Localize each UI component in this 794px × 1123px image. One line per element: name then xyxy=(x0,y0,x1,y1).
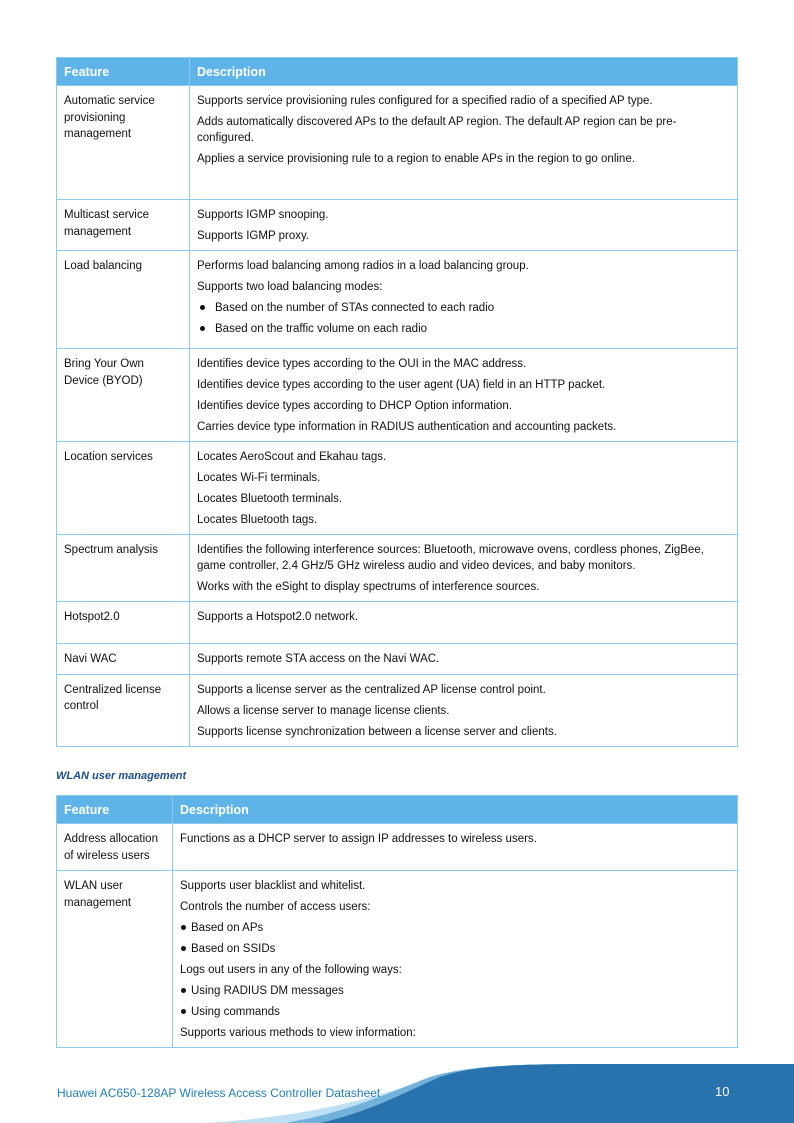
description-line: Supports a Hotspot2.0 network. xyxy=(197,611,359,623)
table-header-row xyxy=(57,58,738,86)
page-number: 10 xyxy=(715,1084,730,1099)
description-line: Identifies the following interference sources: Bluetooth, microwave ovens, cordless phones, ZigBee, game controller, 2.4 GHz/5 GHz wireless audio and video devices, and baby monitors. xyxy=(197,544,704,572)
description-line: Supports IGMP proxy. xyxy=(197,230,310,242)
table-row xyxy=(57,200,738,251)
feature-cell: Centralized license control xyxy=(57,674,190,746)
header-description: Description xyxy=(173,796,738,824)
description-line: Allows a license server to manage license clients. xyxy=(197,704,450,717)
header-feature: Feature xyxy=(57,58,190,86)
description-line: Logs out users in any of the following ways: xyxy=(180,964,402,976)
feature-cell: Hotspot2.0 xyxy=(57,602,190,644)
bullet-item: Using commands xyxy=(180,1004,730,1020)
table-row xyxy=(57,251,738,349)
table-row xyxy=(57,644,738,675)
table-row xyxy=(57,86,738,200)
feature-table-1 xyxy=(56,57,738,747)
description-line: Identifies device types according to DHCP Option information. xyxy=(197,400,512,412)
table-row xyxy=(57,871,738,1048)
bullet-item: Using RADIUS DM messages xyxy=(180,983,730,999)
footer-document-title: Huawei AC650-128AP Wireless Access Controller Datasheet xyxy=(57,1086,381,1100)
bullet-item: Based on SSIDs xyxy=(180,941,730,957)
description-cell xyxy=(190,86,738,200)
description-line: Supports various methods to view information: xyxy=(180,1027,416,1039)
bullet-item: Based on the traffic volume on each radio xyxy=(197,321,730,337)
description-line: Controls the number of access users: xyxy=(180,901,371,913)
table-row xyxy=(57,602,738,644)
section-title: WLAN user management xyxy=(56,770,187,782)
description-cell xyxy=(173,824,738,871)
description-line: Supports remote STA access on the Navi WAC. xyxy=(197,653,440,665)
feature-table-2 xyxy=(56,795,738,1048)
page-footer xyxy=(0,1062,794,1123)
header-description: Description xyxy=(190,58,738,86)
description-line: Works with the eSight to display spectrums of interference sources. xyxy=(197,581,540,593)
description-line: Supports user blacklist and whitelist. xyxy=(180,880,366,892)
description-cell xyxy=(190,602,738,644)
description-line: Applies a service provisioning rule to a region to enable APs in the region to go online. xyxy=(197,153,635,165)
description-line: Carries device type information in RADIUS authentication and accounting packets. xyxy=(197,421,617,433)
table-row xyxy=(57,442,738,535)
table-row xyxy=(57,349,738,442)
feature-cell: Bring Your Own Device (BYOD) xyxy=(57,349,190,442)
description-line: Performs load balancing among radios in a load balancing group. xyxy=(197,260,529,272)
description-line: Supports license synchronization between a license server and clients. xyxy=(197,725,557,738)
description-cell xyxy=(190,442,738,535)
feature-cell: Automatic service provisioning management xyxy=(57,86,190,200)
description-line: Identifies device types according to the user agent (UA) field in an HTTP packet. xyxy=(197,379,606,391)
feature-cell: Spectrum analysis xyxy=(57,535,190,602)
description-line: Adds automatically discovered APs to the default AP region. The default AP region can be pre-configured. xyxy=(197,116,677,144)
feature-cell: WLAN user management xyxy=(57,871,173,1048)
description-line: Identifies device types according to the OUI in the MAC address. xyxy=(197,358,527,370)
feature-cell: Location services xyxy=(57,442,190,535)
table-row xyxy=(57,674,738,746)
description-line: Locates Bluetooth tags. xyxy=(197,514,318,526)
description-line: Supports two load balancing modes: xyxy=(197,281,383,293)
table-row xyxy=(57,535,738,602)
description-cell xyxy=(173,871,738,1048)
description-cell xyxy=(190,674,738,746)
description-cell xyxy=(190,349,738,442)
table-header-row xyxy=(57,796,738,824)
table-row xyxy=(57,824,738,871)
bullet-item: Based on APs xyxy=(180,920,730,936)
description-cell xyxy=(190,644,738,675)
header-feature: Feature xyxy=(57,796,173,824)
feature-cell: Navi WAC xyxy=(57,644,190,675)
description-cell xyxy=(190,251,738,349)
feature-cell: Multicast service management xyxy=(57,200,190,251)
description-line: Locates Bluetooth terminals. xyxy=(197,493,343,505)
feature-cell: Address allocation of wireless users xyxy=(57,824,173,871)
description-line: Functions as a DHCP server to assign IP addresses to wireless users. xyxy=(180,833,537,845)
bullet-item: Based on the number of STAs connected to each radio xyxy=(197,300,730,316)
description-line: Supports a license server as the centralized AP license control point. xyxy=(197,683,546,696)
description-cell xyxy=(190,200,738,251)
description-line: Locates AeroScout and Ekahau tags. xyxy=(197,451,387,463)
description-line: Supports IGMP snooping. xyxy=(197,209,329,221)
description-line: Supports service provisioning rules configured for a specified radio of a specified AP type. xyxy=(197,95,653,107)
description-cell xyxy=(190,535,738,602)
feature-cell: Load balancing xyxy=(57,251,190,349)
description-line: Locates Wi-Fi terminals. xyxy=(197,472,321,484)
